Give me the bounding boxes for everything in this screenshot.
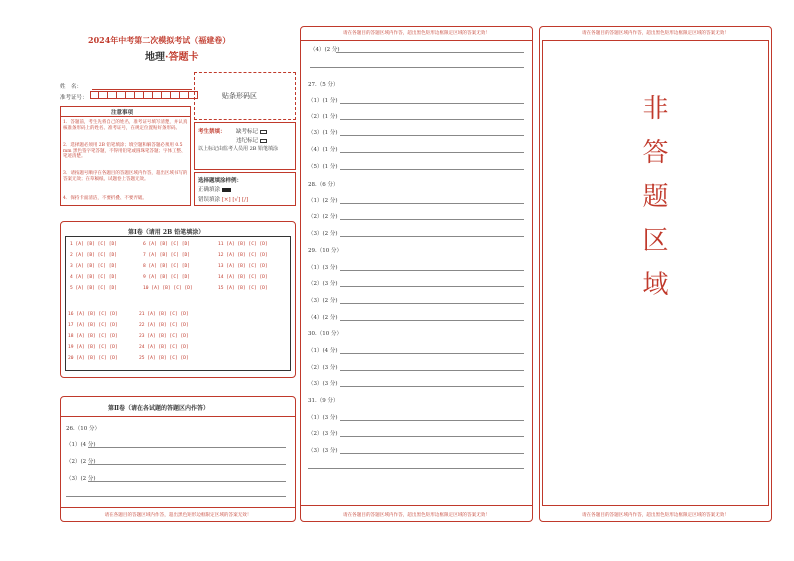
notice-item-1: 1．答题前，考生先将自己的姓名，准考证号填写清楚，并认真核准条形码上的姓名、准考证号，在规定位置贴好条形码。 <box>63 120 188 131</box>
answer-line[interactable] <box>340 386 524 387</box>
mc-row[interactable]: 22 [A] [B] [C] [D] <box>139 323 189 328</box>
answer-line[interactable] <box>340 203 524 204</box>
answer-line[interactable] <box>340 320 524 321</box>
warning-col2-top: 请在各题目的答题区域内作答，超出黑色矩形边框限定区域的答案无效！ <box>342 31 490 36</box>
answer-line[interactable] <box>308 468 524 469</box>
absent-label: 缺考标记 <box>236 129 259 135</box>
q26-3: （3）(2 分) <box>66 476 96 482</box>
answer-line[interactable] <box>340 270 524 271</box>
correct-fill <box>198 185 231 193</box>
mc-row[interactable]: 4 [A] [B] [C] [D] <box>70 275 118 280</box>
exam-info-note: 以上标记由监考人员用 2B 铅笔填涂 <box>198 146 279 152</box>
answer-line[interactable] <box>310 67 524 68</box>
name-label: 姓 名： <box>60 84 83 90</box>
answer-line[interactable] <box>340 119 524 120</box>
warning-col3-bottom: 请在各题目的答题区域内作答，超出黑色矩形边框限定区域的答案无效！ <box>581 513 729 518</box>
mc-row[interactable]: 10 [A] [B] [C] [D] <box>143 286 193 291</box>
filled-block-icon <box>222 188 231 192</box>
answer-line[interactable] <box>340 219 524 220</box>
q29-1: （1）(3 分) <box>308 265 338 271</box>
mc-row[interactable]: 20 [A] [B] [C] [D] <box>68 356 118 361</box>
mc-row[interactable]: 8 [A] [B] [C] [D] <box>143 264 191 269</box>
violation-mark[interactable] <box>236 136 267 144</box>
mc-row[interactable]: 23 [A] [B] [C] [D] <box>139 334 189 339</box>
wrong-fill-marks: [×] [√] [/] <box>221 197 249 203</box>
q27-2: （2）(1 分) <box>308 114 338 120</box>
warning-col3-top: 请在各题目的答题区域内作答，超出黑色矩形边框限定区域的答案无效！ <box>581 31 729 36</box>
fill-sample-title: 选择题填涂样例： <box>198 178 243 184</box>
notice-item-4: 4．保持卡面清洁，不要折叠、不要弄破。 <box>63 196 147 201</box>
answer-line[interactable] <box>88 447 286 448</box>
q28-1: （1）(2 分) <box>308 198 338 204</box>
non-answer-text <box>542 40 769 506</box>
mc-row[interactable]: 17 [A] [B] [C] [D] <box>68 323 118 328</box>
q29-3: （3）(2 分) <box>308 298 338 304</box>
warning-col1: 请在各题目的答题区域内作答，超出黑色矩形边框限定区域的答案无效！ <box>104 513 252 518</box>
non-answer-char-4: 区 <box>642 226 669 256</box>
answer-line[interactable] <box>340 135 524 136</box>
answer-line[interactable] <box>340 286 524 287</box>
q29-2: （2）(3 分) <box>308 281 338 287</box>
q27-4: （4）(1 分) <box>308 147 338 153</box>
mc-row[interactable]: 15 [A] [B] [C] [D] <box>218 286 268 291</box>
q26-title: 26.（10 分） <box>66 426 100 432</box>
answer-line[interactable] <box>340 236 524 237</box>
absent-checkbox[interactable] <box>260 130 267 134</box>
non-answer-char-2: 答 <box>642 138 669 168</box>
answer-line[interactable] <box>340 353 524 354</box>
q30-2: （2）(3 分) <box>308 365 338 371</box>
answer-line[interactable] <box>340 420 524 421</box>
q27-title: 27.（5 分） <box>308 82 339 88</box>
notice-item-2: 2．选择题必须用 2B 铅笔填涂；填空题和解答题必须用 0.5 mm 黑色签字笔答题，不得用铅笔或圆珠笔答题；字体工整、笔迹清楚。 <box>63 143 186 160</box>
q27-3: （3）(1 分) <box>308 130 338 136</box>
q28-3: （3）(2 分) <box>308 231 338 237</box>
non-answer-char-5: 域 <box>642 270 669 300</box>
part2-title: 第Ⅱ卷（请在各试题的答题区内作答） <box>108 405 210 412</box>
q30-3: （3）(3 分) <box>308 381 338 387</box>
mc-row[interactable]: 13 [A] [B] [C] [D] <box>218 264 268 269</box>
answer-line[interactable] <box>340 453 524 454</box>
q27-1: （1）(1 分) <box>308 98 338 104</box>
subject-dot: · <box>165 52 169 63</box>
non-answer-char-1: 非 <box>642 94 669 124</box>
answer-line[interactable] <box>66 496 286 497</box>
q31-2: （2）(3 分) <box>308 431 338 437</box>
violation-label: 违纪标记 <box>236 138 259 144</box>
mc-row[interactable]: 5 [A] [B] [C] [D] <box>70 286 118 291</box>
absent-mark[interactable] <box>236 127 267 135</box>
exam-title: 2024年中考第二次模拟考试（福建卷） <box>88 35 231 45</box>
q26-4: （4）(2 分) <box>310 47 340 53</box>
q26-1: （1）(4 分) <box>66 442 96 448</box>
answer-line[interactable] <box>88 464 286 465</box>
warning-col2-bottom: 请在各题目的答题区域内作答，超出黑色矩形边框限定区域的答案无效！ <box>342 513 490 518</box>
mc-row[interactable]: 25 [A] [B] [C] [D] <box>139 356 189 361</box>
q26-2: （2）(2 分) <box>66 459 96 465</box>
non-answer-char-3: 题 <box>642 182 669 212</box>
q30-1: （1）(4 分) <box>308 348 338 354</box>
mc-row[interactable]: 7 [A] [B] [C] [D] <box>143 253 191 258</box>
notice-item-3: 3．请按题号顺序在各题目的答题区域内作答，超出区域书写的答案无效；在草稿纸、试题卷上答题无效。 <box>63 171 188 182</box>
id-number-grid[interactable] <box>90 91 198 99</box>
q30-title: 30.（10 分） <box>308 331 342 337</box>
q29-4: （4）(2 分) <box>308 315 338 321</box>
mc-row[interactable]: 16 [A] [B] [C] [D] <box>68 312 118 317</box>
mc-row[interactable]: 9 [A] [B] [C] [D] <box>143 275 191 280</box>
correct-fill-label: 正确填涂 <box>198 187 221 193</box>
answer-line[interactable] <box>336 52 524 53</box>
q31-1: （1）(3 分) <box>308 415 338 421</box>
mc-row[interactable]: 19 [A] [B] [C] [D] <box>68 345 118 350</box>
violation-checkbox[interactable] <box>260 139 267 143</box>
mc-row[interactable]: 24 [A] [B] [C] [D] <box>139 345 189 350</box>
mc-row[interactable]: 3 [A] [B] [C] [D] <box>70 264 118 269</box>
barcode-label: 贴条形码区 <box>222 92 257 100</box>
answer-line[interactable] <box>340 103 524 104</box>
q31-3: （3）(3 分) <box>308 448 338 454</box>
q28-2: （2）(2 分) <box>308 214 338 220</box>
subject-title <box>145 48 198 63</box>
mc-row[interactable]: 2 [A] [B] [C] [D] <box>70 253 118 258</box>
q29-title: 29.（10 分） <box>308 248 342 254</box>
mc-row[interactable]: 21 [A] [B] [C] [D] <box>139 312 189 317</box>
mc-row[interactable]: 14 [A] [B] [C] [D] <box>218 275 268 280</box>
q27-5: （5）(1 分) <box>308 164 338 170</box>
q31-title: 31.（9 分） <box>308 398 339 404</box>
exam-info-title: 考生禁填： <box>198 129 226 135</box>
answer-line[interactable] <box>340 303 524 304</box>
answer-line[interactable] <box>340 169 524 170</box>
card-label: 答题卡 <box>168 52 199 63</box>
subject-name: 地理 <box>145 52 165 63</box>
answer-line[interactable] <box>340 436 524 437</box>
name-line <box>92 89 192 90</box>
mc-row[interactable]: 18 [A] [B] [C] [D] <box>68 334 118 339</box>
part1-title: 第Ⅰ卷（请用 2B 铅笔填涂） <box>128 229 205 236</box>
wrong-fill-label: 错误填涂 <box>198 197 221 203</box>
answer-line[interactable] <box>88 481 286 482</box>
answer-line[interactable] <box>340 370 524 371</box>
answer-line[interactable] <box>340 152 524 153</box>
notice-title: 注意事项 <box>111 110 134 116</box>
wrong-fill <box>198 195 248 203</box>
q28-title: 28.（6 分） <box>308 182 339 188</box>
id-label: 准考证号： <box>60 95 88 101</box>
mc-row[interactable]: 11 [A] [B] [C] [D] <box>218 242 268 247</box>
mc-row[interactable]: 1 [A] [B] [C] [D] <box>70 242 118 247</box>
mc-row[interactable]: 12 [A] [B] [C] [D] <box>218 253 268 258</box>
mc-row[interactable]: 6 [A] [B] [C] [D] <box>143 242 191 247</box>
